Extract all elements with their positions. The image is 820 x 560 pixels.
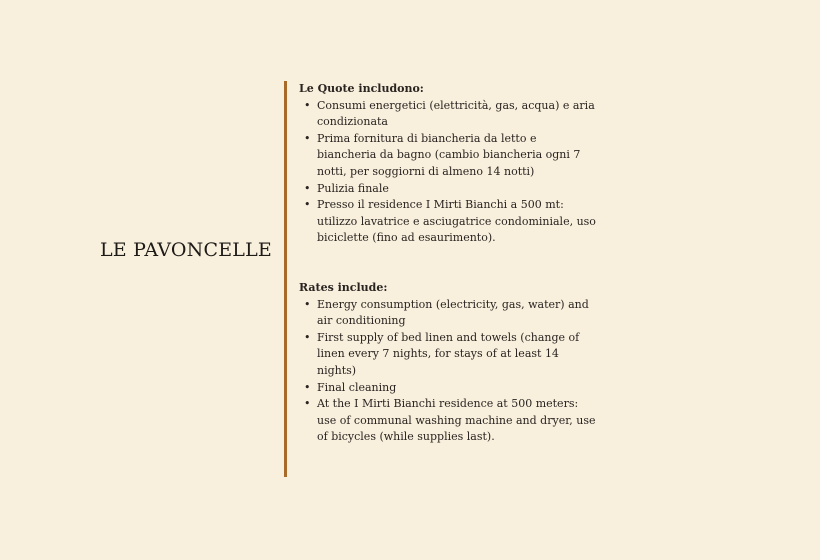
vertical-divider	[284, 81, 287, 477]
italian-section	[299, 81, 599, 247]
list-item: • Presso il residence I Mirti Bianchi a 500 mt: utilizzo lavatrice e asciugatrice condominiale, uso biciclette (fino ad esaurimento).	[317, 197, 599, 247]
list-item: • Prima fornitura di biancheria da letto e biancheria da bagno (cambio biancheria ogni 7 notti, per soggiorni di almeno 14 notti)	[317, 131, 599, 181]
list-item: • Consumi energetici (elettricità, gas, acqua) e aria condizionata	[317, 98, 599, 131]
english-section	[299, 280, 599, 446]
list-item: • First supply of bed linen and towels (change of linen every 7 nights, for stays of at least 14 nights)	[317, 330, 599, 380]
page-title: LE PAVONCELLE	[99, 238, 272, 261]
english-list	[299, 297, 599, 446]
list-item: • At the I Mirti Bianchi residence at 500 meters: use of communal washing machine and dryer, use of bicycles (while supplies last).	[317, 396, 599, 446]
rates-content	[299, 81, 599, 446]
italian-list	[299, 98, 599, 247]
list-item: • Pulizia finale	[317, 181, 599, 198]
italian-heading: Le Quote includono:	[299, 82, 424, 95]
list-item: • Energy consumption (electricity, gas, water) and air conditioning	[317, 297, 599, 330]
english-heading: Rates include:	[299, 280, 388, 294]
list-item: • Final cleaning	[317, 380, 599, 397]
